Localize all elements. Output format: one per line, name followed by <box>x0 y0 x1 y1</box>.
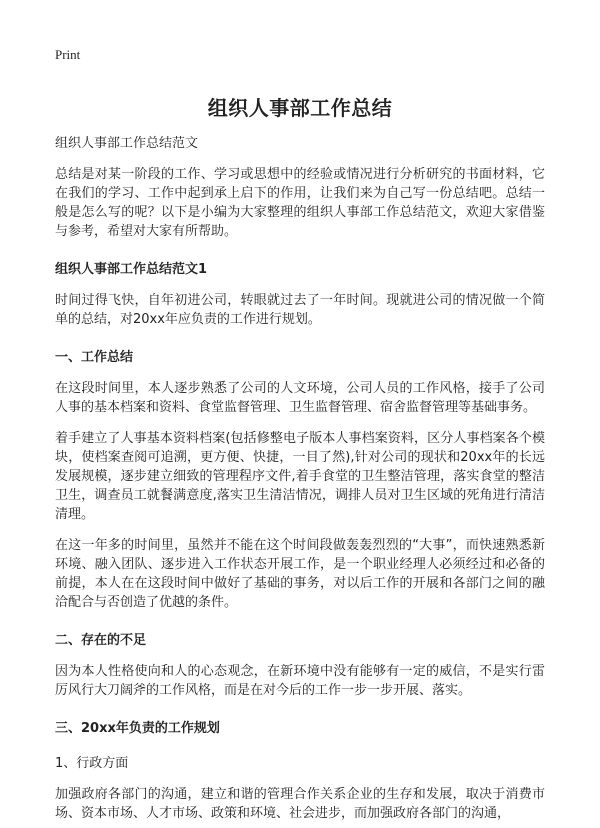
opening-paragraph: 时间过得飞快，自年初进公司，转眼就过去了一年时间。现就进公司的情况做一个简单的总结，对20xx年应负责的工作进行规划。 <box>55 293 545 327</box>
administration-subheading: 1、行政方面 <box>55 756 129 771</box>
intro-paragraph: 总结是对某一阶段的工作、学习或思想中的经验或情况进行分析研究的书面材料，它在我们的学习、工作中起到承上启下的作用，让我们来为自己写一份总结吧。总结一般是怎么写的呢？以下是小编为大家整理的组织人事部工作总结范文，欢迎大家借鉴与参考，希望对大家有所帮助。 <box>55 167 545 239</box>
work-summary-paragraph-3: 在这一年多的时间里，虽然并不能在这个时间段做轰轰烈烈的“大事”，而快速熟悉新环境、融入团队、逐步进入工作状态开展工作，是一个职业经理人必须经过和必备的前提，本人在在这段时间中做好了基础的事务，对以后工作的开展和各部门之间的融洽配合与否创造了优越的条件。 <box>55 538 545 610</box>
work-summary-paragraph-1: 在这段时间里，本人逐步熟悉了公司的人文环境，公司人员的工作风格，接手了公司人事的基本档案和资料、食堂监督管理、卫生监督管理、宿舍监督管理等基础事务。 <box>55 381 545 415</box>
administration-paragraph: 加强政府各部门的沟通，建立和谐的管理合作关系企业的生存和发展，取决于消费市场、资本市场、人才市场、政策和环境、社会进步，而加强政府各部门的沟通， <box>55 787 545 821</box>
print-link[interactable]: Print <box>55 47 81 62</box>
work-plan-heading: 三、20xx年负责的工作规划 <box>55 721 220 736</box>
shortcomings-paragraph: 因为本人性格使向和人的心态观念，在新环境中没有能够有一定的威信，不是实行雷厉风行大刀阔斧的工作风格，而是在对今后的工作一步一步开展、落实。 <box>55 664 545 698</box>
work-summary-heading: 一、工作总结 <box>55 350 134 365</box>
page-title: 组织人事部工作总结 <box>207 96 393 120</box>
shortcomings-heading: 二、存在的不足 <box>55 633 147 648</box>
work-summary-paragraph-2: 着手建立了人事基本资料档案(包括修整电子版本人事档案资料，区分人事档案各个模块，使档案查阅可追溯，更方便、快捷，一目了然),针对公司的现状和20xx年的长远发展规模，逐步建立细致的管理程序文件,着手食堂的卫生整洁管理，落实食堂的整洁卫生，调查员工就餐满意度,落实卫生清洁情况，调排人员对卫生区域的死角进行清洁清理。 <box>55 431 545 522</box>
section-heading: 组织人事部工作总结范文1 <box>55 262 208 277</box>
document-subtitle: 组织人事部工作总结范文 <box>55 136 199 151</box>
